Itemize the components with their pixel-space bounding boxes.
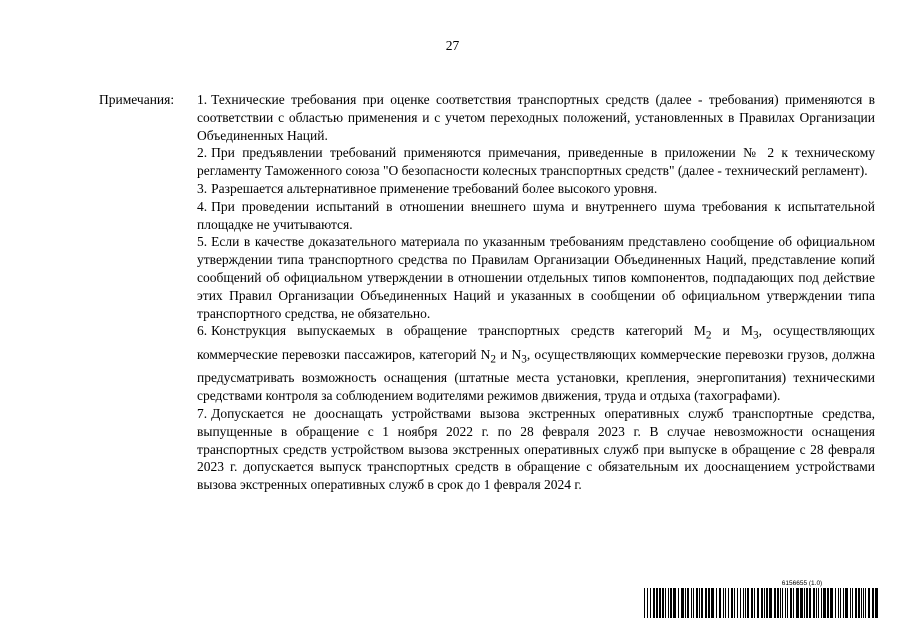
note-text: и N (495, 346, 522, 362)
note-text: и М (711, 323, 753, 339)
note-6 (197, 322, 875, 405)
barcode-code: 6156655 (1.0) (781, 580, 823, 587)
note-5 (197, 233, 875, 322)
note-text: При предъявлении требований применяются примечания, приведенные в приложении № 2 к техническому регламенту Таможенного союза "О безопасности колесных транспортных средств" (далее - технический регламент). (197, 145, 875, 179)
note-number: 5. (197, 234, 208, 250)
notes-label: Примечания: (99, 92, 175, 107)
barcode-image (644, 588, 880, 618)
subscript: 3 (521, 353, 527, 366)
note-2 (197, 144, 875, 180)
note-number: 7. (197, 405, 208, 421)
subscript: 2 (705, 330, 712, 343)
subscript: 3 (753, 330, 759, 343)
note-1 (197, 91, 875, 144)
note-text: Технические требования при оценке соответствия транспортных средств (далее - требования) применяются в соответствии с областью применения и с учетом переходных положений, установленных в Правилах Организации Объединенных Наций. (197, 92, 875, 143)
note-number: 4. (197, 198, 208, 214)
note-4 (197, 198, 875, 234)
note-text: При проведении испытаний в отношении внешнего шума и внутреннего шума требования к испытательной площадке не учитываются. (197, 198, 875, 232)
note-text: Допускается не дооснащать устройствами вызова экстренных оперативных служб транспортные средства, выпущенные в обращение с 1 ноября 2022 г. по 28 февраля 2023 г. В случае невозможности оснащения транспортных средств устройством вызова экстренных оперативных служб при выпуске в обращение с 28 февраля 2023 г. допускается выпуск транспортных средств в обращение с обязательным их дооснащением устройствами вызова экстренных оперативных служб в срок до 1 февраля 2024 г. (197, 405, 875, 493)
note-number: 3. (197, 180, 208, 196)
note-text: , осуществляющих коммерческие перевозки пассажиров, категорий N (197, 323, 875, 362)
note-text: Конструкция выпускаемых в обращение транспортных средств категорий М (211, 323, 706, 339)
note-number: 6. (197, 323, 208, 339)
barcode-block (644, 580, 880, 618)
note-text: , осуществляющих коммерческие перевозки грузов, должна предусматривать возможность оснащения (штатные места установки, крепления, энергопитания) техническими средствами контроля за соблюдением водителями режимов движения, труда и отдыха (тахографами). (197, 346, 875, 404)
note-number: 1. (197, 92, 208, 107)
notes-list (197, 91, 875, 494)
subscript: 2 (490, 353, 496, 366)
note-text: Разрешается альтернативное применение требований более высокого уровня. (211, 180, 658, 196)
note-7 (197, 405, 875, 494)
note-3 (197, 180, 875, 198)
note-text: Если в качестве доказательного материала по указанным требованиям представлено сообщение об официальном утверждении типа транспортного средства по Правилам Организации Объединенных Наций, представление копий сообщений об официальном утверждении в отношении отдельных типов компонентов, подпадающих под действие этих Правил Организации Объединенных Наций и указанных в сообщении об официальном утверждении типа транспортного средства, не обязательно. (197, 234, 875, 321)
note-number: 2. (197, 145, 208, 161)
page-number: 27 (445, 38, 460, 53)
